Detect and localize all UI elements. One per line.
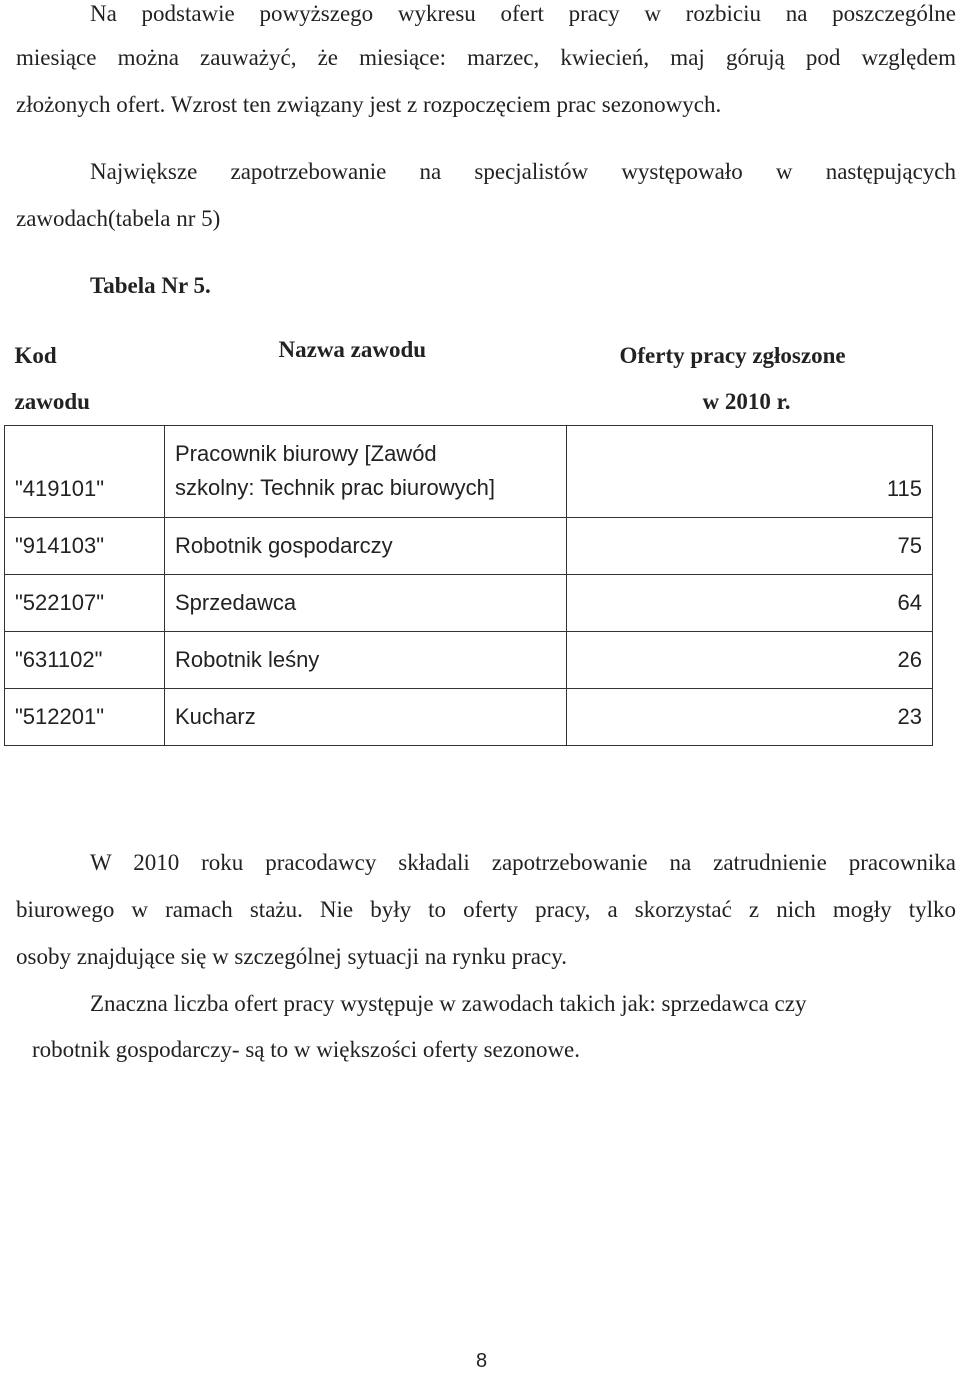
table-caption: Tabela Nr 5.: [90, 273, 211, 298]
outro-paragraph-line: osoby znajdujące się w szczególnej sytuacji na rynku pracy.: [16, 944, 567, 969]
outro-paragraph-line: robotnik gospodarczy- są to w większości oferty sezonowe.: [32, 1037, 581, 1062]
header-offers-line: Oferty pracy zgłoszone: [619, 343, 846, 369]
table-row: [5, 517, 933, 574]
cell-offers: 64: [567, 574, 933, 631]
intro-paragraph-line: złożonych ofert. Wzrost ten związany jest z rozpoczęciem prac sezonowych.: [16, 92, 722, 117]
cell-code: "419101": [5, 425, 165, 517]
header-code-line: zawodu: [14, 389, 90, 415]
occupations-table: [4, 334, 933, 746]
intro-paragraph-line: miesiące można zauważyć, że miesiące: marzec, kwiecień, maj górują pod względem: [16, 45, 956, 70]
cell-name: [165, 425, 567, 517]
cell-offers: 26: [567, 631, 933, 688]
header-name-text: Nazwa zawodu: [278, 337, 427, 362]
header-offers-line: w 2010 r.: [702, 389, 791, 415]
cell-name: Robotnik leśny: [165, 631, 567, 688]
cell-offers: 75: [567, 517, 933, 574]
table-row: [5, 574, 933, 631]
table-header-row: [5, 334, 933, 425]
cell-offers: 23: [567, 688, 933, 745]
header-offers: [567, 334, 933, 425]
outro-paragraph-line: W 2010 roku pracodawcy składali zapotrzebowanie na zatrudnienie pracownika: [90, 850, 956, 875]
cell-code: "512201": [5, 688, 165, 745]
page-number: 8: [476, 1350, 488, 1372]
header-code: [5, 334, 165, 425]
intro-paragraph-line: Największe zapotrzebowanie na specjalistów występowało w następujących: [90, 159, 956, 184]
cell-name-line: Pracownik biurowy [Zawód: [175, 441, 437, 466]
table-row: [5, 425, 933, 517]
cell-name: Robotnik gospodarczy: [165, 517, 567, 574]
header-name: [165, 334, 567, 425]
cell-name: Kucharz: [165, 688, 567, 745]
cell-name: Sprzedawca: [165, 574, 567, 631]
header-code-line: Kod: [14, 343, 57, 369]
cell-code: "914103": [5, 517, 165, 574]
intro-paragraph-line: zawodach(tabela nr 5): [16, 206, 221, 231]
cell-code: "522107": [5, 574, 165, 631]
intro-paragraph-line: Na podstawie powyższego wykresu ofert pracy w rozbiciu na poszczególne: [90, 1, 956, 26]
table-row: [5, 688, 933, 745]
cell-name-line: szkolny: Technik prac biurowych]: [175, 475, 495, 500]
cell-code: "631102": [5, 631, 165, 688]
outro-paragraph-line: biurowego w ramach stażu. Nie były to oferty pracy, a skorzystać z nich mogły tylko: [16, 897, 956, 922]
outro-paragraph-line: Znaczna liczba ofert pracy występuje w zawodach takich jak: sprzedawca czy: [90, 991, 807, 1016]
table-row: [5, 631, 933, 688]
cell-offers: 115: [567, 425, 933, 517]
